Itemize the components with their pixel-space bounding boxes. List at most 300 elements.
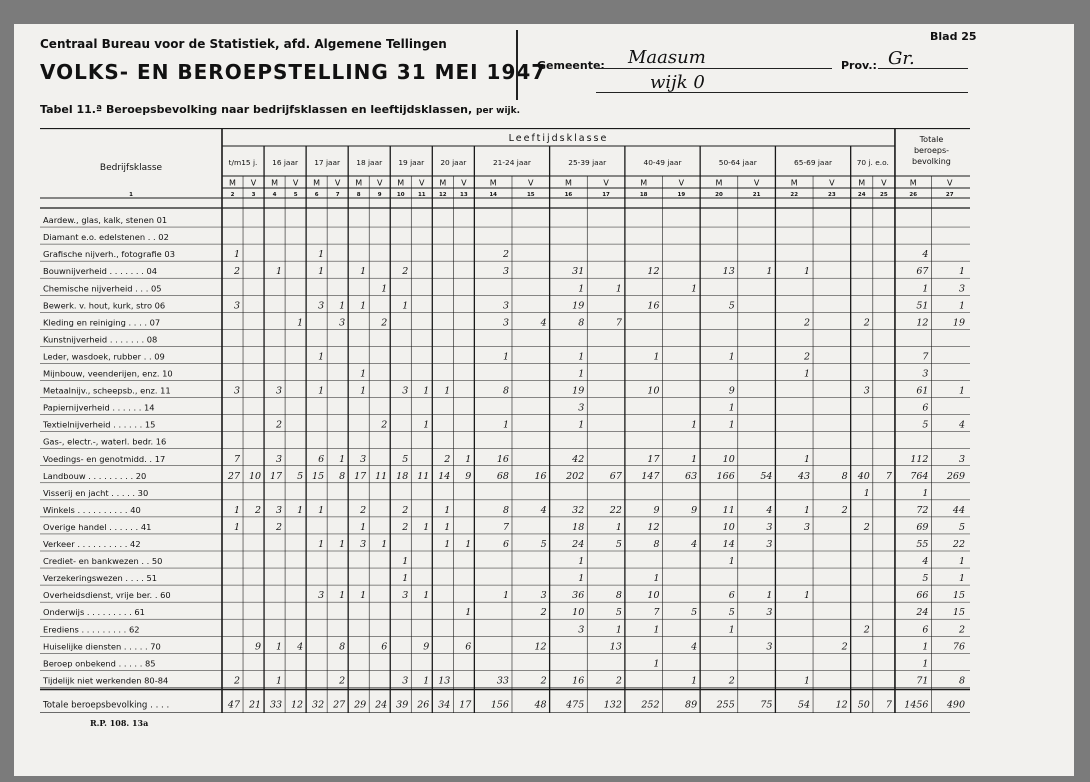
handwritten-value: 8 xyxy=(653,539,660,550)
total-value: 24 xyxy=(375,699,388,711)
handwritten-value: 72 xyxy=(916,504,929,516)
handwritten-value: 1 xyxy=(402,573,409,585)
handwritten-value: 269 xyxy=(946,470,965,482)
handwritten-value: 3 xyxy=(766,539,773,550)
handwritten-value: 3 xyxy=(502,317,509,329)
total-value: 475 xyxy=(566,699,585,711)
handwritten-value: 1 xyxy=(578,419,585,431)
handwritten-value: 1 xyxy=(360,521,367,533)
handwritten-value: 1 xyxy=(381,283,388,295)
sex-label: M xyxy=(564,178,572,188)
handwritten-value: 19 xyxy=(952,317,965,329)
handwritten-value: 1 xyxy=(922,658,929,670)
industry-column-heading: Bedrijfsklasse xyxy=(99,163,163,173)
handwritten-value: 166 xyxy=(716,470,735,482)
column-number: 2 xyxy=(230,192,235,198)
handwritten-value: 112 xyxy=(910,453,929,465)
handwritten-value: 3 xyxy=(766,521,773,533)
column-number: 21 xyxy=(752,192,761,198)
handwritten-value: 9 xyxy=(653,504,660,516)
handwritten-value: 3 xyxy=(766,641,773,653)
handwritten-value: 17 xyxy=(354,470,367,482)
handwritten-value: 1 xyxy=(276,641,283,653)
handwritten-value: 6 xyxy=(502,539,509,550)
handwritten-value: 61 xyxy=(916,385,929,397)
total-value: 7 xyxy=(885,699,892,711)
column-number: 14 xyxy=(489,192,498,198)
industry-row-label: Aardew., glas, kalk, stenen 01 xyxy=(43,215,168,226)
handwritten-value: 22 xyxy=(609,504,622,516)
handwritten-value: 2 xyxy=(402,521,409,533)
handwritten-value: 764 xyxy=(910,470,929,482)
prov-label: Prov.: xyxy=(841,59,877,72)
sex-label: V xyxy=(528,178,534,188)
industry-row-label: Bewerk. v. hout, kurk, stro 06 xyxy=(43,300,166,311)
handwritten-value: 5 xyxy=(922,573,929,585)
handwritten-value: 1 xyxy=(360,300,367,312)
column-number: 15 xyxy=(526,192,535,198)
sex-label: V xyxy=(829,178,835,188)
handwritten-value: 14 xyxy=(438,470,451,482)
total-value: 75 xyxy=(760,699,773,711)
handwritten-value: 3 xyxy=(233,385,241,397)
handwritten-value: 5 xyxy=(615,539,622,550)
handwritten-value: 12 xyxy=(647,266,660,278)
handwritten-value: 3 xyxy=(360,539,367,550)
handwritten-value: 1 xyxy=(922,641,929,653)
statistics-table xyxy=(40,128,970,713)
column-number: 6 xyxy=(314,192,319,198)
sex-label: V xyxy=(419,178,425,188)
industry-row-label: Huiselijke diensten . . . . . 70 xyxy=(43,641,161,652)
industry-row-label: Grafische nijverh., fotografie 03 xyxy=(43,249,175,260)
handwritten-value: 1 xyxy=(233,521,241,533)
sex-label: M xyxy=(489,178,497,188)
handwritten-value: 10 xyxy=(647,590,660,602)
handwritten-value: 2 xyxy=(444,453,451,465)
handwritten-value: 1 xyxy=(360,590,367,602)
handwritten-value: 1 xyxy=(423,521,430,533)
handwritten-value: 4 xyxy=(922,249,929,261)
handwritten-value: 1 xyxy=(423,385,430,397)
handwritten-value: 3 xyxy=(318,590,325,602)
total-value: 39 xyxy=(396,699,409,711)
industry-row-label: Overige handel . . . . . . 41 xyxy=(43,521,152,532)
handwritten-value: 3 xyxy=(402,590,409,602)
prov-value: Gr. xyxy=(888,48,915,69)
handwritten-value: 1 xyxy=(578,573,585,585)
age-group-label: 19 jaar xyxy=(398,158,425,167)
sex-label: M xyxy=(229,178,236,188)
total-value: 252 xyxy=(641,699,660,711)
industry-row-label: Tijdelijk niet werkenden 80-84 xyxy=(43,675,169,686)
handwritten-value: 2 xyxy=(233,675,241,687)
handwritten-value: 9 xyxy=(728,385,735,397)
industry-row-label: Visserij en jacht . . . . . 30 xyxy=(43,487,149,498)
handwritten-value: 1 xyxy=(728,419,735,431)
handwritten-value: 1 xyxy=(444,385,451,397)
total-value: 490 xyxy=(946,699,965,711)
total-value: 47 xyxy=(227,699,241,711)
handwritten-value: 2 xyxy=(540,675,547,687)
handwritten-value: 2 xyxy=(276,521,283,533)
industry-row-label: Leder, wasdoek, rubber . . 09 xyxy=(43,351,165,362)
column-number: 18 xyxy=(639,192,648,198)
handwritten-value: 1 xyxy=(444,521,451,533)
prov-line xyxy=(878,68,968,69)
handwritten-value: 1 xyxy=(297,317,304,329)
column-number: 12 xyxy=(438,192,447,198)
handwritten-value: 4 xyxy=(691,539,698,550)
handwritten-value: 6 xyxy=(381,641,388,653)
total-value: 89 xyxy=(685,699,698,711)
handwritten-value: 19 xyxy=(572,300,585,312)
handwritten-value: 10 xyxy=(572,607,585,619)
total-value: 54 xyxy=(797,699,811,711)
handwritten-value: 1 xyxy=(766,590,773,602)
handwritten-value: 1 xyxy=(318,249,325,261)
gemeente-label: Gemeente: xyxy=(537,59,605,72)
handwritten-value: 9 xyxy=(423,641,430,653)
table-caption-main: Tabel 11.ª Beroepsbevolking naar bedrijfsklassen en leeftijdsklassen, xyxy=(40,103,473,116)
handwritten-value: 1 xyxy=(728,624,735,636)
handwritten-value: 12 xyxy=(647,521,660,533)
industry-row-label: Textielnijverheid . . . . . . 15 xyxy=(43,419,156,430)
totals-heading-line: Totale xyxy=(919,135,944,144)
sheet-number: Blad 25 xyxy=(930,30,977,43)
handwritten-value: 1 xyxy=(766,266,773,278)
handwritten-value: 5 xyxy=(402,453,409,465)
form-code: R.P. 108. 13a xyxy=(90,718,149,728)
handwritten-value: 3 xyxy=(502,300,509,312)
total-value: 29 xyxy=(354,699,367,711)
column-number: 17 xyxy=(602,192,610,198)
column-number: 9 xyxy=(377,192,382,198)
age-group-label: 16 jaar xyxy=(272,158,299,167)
handwritten-value: 1 xyxy=(423,675,430,687)
handwritten-value: 1 xyxy=(922,487,929,499)
handwritten-value: 2 xyxy=(863,521,870,533)
column-number: 26 xyxy=(909,192,918,198)
handwritten-value: 2 xyxy=(360,504,367,516)
handwritten-value: 31 xyxy=(572,266,585,278)
handwritten-value: 1 xyxy=(653,658,660,670)
handwritten-value: 1 xyxy=(803,266,811,278)
handwritten-value: 3 xyxy=(233,300,241,312)
handwritten-value: 147 xyxy=(641,470,660,482)
handwritten-value: 1 xyxy=(318,539,325,550)
handwritten-value: 1 xyxy=(276,266,283,278)
handwritten-value: 1 xyxy=(615,624,622,636)
handwritten-value: 68 xyxy=(496,470,509,482)
industry-row-label: Crediet- en bankwezen . . 50 xyxy=(43,556,163,567)
age-class-heading: Leeftijdsklasse xyxy=(508,133,609,144)
handwritten-value: 2 xyxy=(540,607,547,619)
handwritten-value: 2 xyxy=(255,504,262,516)
total-value: 27 xyxy=(333,699,346,711)
handwritten-value: 1 xyxy=(803,453,811,465)
column-number: 27 xyxy=(945,192,954,198)
handwritten-value: 1 xyxy=(653,624,660,636)
handwritten-value: 76 xyxy=(952,641,965,653)
handwritten-value: 8 xyxy=(841,470,848,482)
handwritten-value: 8 xyxy=(339,641,346,653)
industry-row-label: Kunstnijverheid . . . . . . . 08 xyxy=(43,334,158,345)
handwritten-value: 6 xyxy=(728,590,735,602)
handwritten-value: 1 xyxy=(360,368,367,380)
handwritten-value: 15 xyxy=(952,607,965,619)
industry-row-label: Diamant e.o. edelstenen . . 02 xyxy=(43,232,169,243)
handwritten-value: 3 xyxy=(958,453,965,465)
handwritten-value: 71 xyxy=(916,675,929,687)
column-number: 24 xyxy=(857,192,866,198)
handwritten-value: 1 xyxy=(297,504,304,516)
sex-label: M xyxy=(271,178,279,188)
bureau-heading: Centraal Bureau voor de Statistiek, afd. Algemene Tellingen xyxy=(40,37,447,51)
handwritten-value: 2 xyxy=(841,641,848,653)
handwritten-value: 51 xyxy=(916,300,929,312)
handwritten-value: 63 xyxy=(685,470,698,482)
sex-label: V xyxy=(376,178,383,188)
handwritten-value: 1 xyxy=(691,283,698,295)
handwritten-value: 22 xyxy=(952,539,965,550)
handwritten-value: 1 xyxy=(691,453,698,465)
handwritten-value: 1 xyxy=(360,385,367,397)
handwritten-value: 9 xyxy=(465,470,472,482)
handwritten-value: 12 xyxy=(534,641,547,653)
handwritten-value: 1 xyxy=(653,573,660,585)
industry-row-label: Erediens . . . . . . . . . 62 xyxy=(43,624,140,635)
handwritten-value: 1 xyxy=(691,675,698,687)
handwritten-value: 1 xyxy=(381,539,388,550)
total-value: 26 xyxy=(417,699,430,711)
handwritten-value: 2 xyxy=(381,419,388,431)
industry-row-label: Mijnbouw, veenderijen, enz. 10 xyxy=(43,368,173,379)
column-number: 7 xyxy=(335,192,340,198)
handwritten-value: 3 xyxy=(922,368,929,380)
handwritten-value: 5 xyxy=(728,607,735,619)
handwritten-value: 3 xyxy=(276,385,283,397)
column-number: 1 xyxy=(129,192,133,198)
industry-row-label: Verzekeringswezen . . . . 51 xyxy=(43,573,158,584)
handwritten-value: 32 xyxy=(572,504,585,516)
handwritten-value: 4 xyxy=(766,504,773,516)
handwritten-value: 67 xyxy=(609,470,622,482)
column-number: 16 xyxy=(564,192,573,198)
handwritten-value: 6 xyxy=(318,453,325,465)
industry-row-label: Onderwijs . . . . . . . . . 61 xyxy=(43,607,145,618)
handwritten-value: 1 xyxy=(615,521,622,533)
handwritten-value: 1 xyxy=(803,590,811,602)
handwritten-value: 8 xyxy=(339,470,346,482)
handwritten-value: 3 xyxy=(339,317,346,329)
age-group-label: 65-69 jaar xyxy=(794,158,833,167)
handwritten-value: 1 xyxy=(958,266,965,278)
handwritten-value: 69 xyxy=(916,521,929,533)
total-value: 132 xyxy=(603,699,622,711)
handwritten-value: 3 xyxy=(803,521,811,533)
handwritten-value: 2 xyxy=(502,249,509,261)
table-caption-suffix: per wijk. xyxy=(476,106,521,116)
handwritten-value: 2 xyxy=(276,419,283,431)
handwritten-value: 1 xyxy=(339,590,346,602)
handwritten-value: 3 xyxy=(276,453,283,465)
sex-label: V xyxy=(603,178,609,188)
handwritten-value: 24 xyxy=(572,539,585,550)
handwritten-value: 1 xyxy=(803,368,811,380)
total-row-label: Totale beroepsbevolking . . . . xyxy=(43,700,170,711)
handwritten-value: 1 xyxy=(465,539,472,550)
handwritten-value: 36 xyxy=(572,590,585,602)
handwritten-value: 1 xyxy=(276,675,283,687)
handwritten-value: 3 xyxy=(360,453,367,465)
handwritten-value: 10 xyxy=(722,453,735,465)
handwritten-value: 7 xyxy=(922,351,929,363)
table-caption xyxy=(40,103,520,116)
handwritten-value: 1 xyxy=(578,351,585,363)
handwritten-value: 6 xyxy=(465,641,472,653)
sex-label: M xyxy=(439,178,447,188)
handwritten-value: 2 xyxy=(339,675,346,687)
handwritten-value: 3 xyxy=(276,504,283,516)
handwritten-value: 11 xyxy=(375,470,388,482)
sex-label: M xyxy=(909,178,917,188)
handwritten-value: 14 xyxy=(722,539,735,550)
handwritten-value: 8 xyxy=(502,385,509,397)
header-divider xyxy=(516,30,518,100)
handwritten-value: 1 xyxy=(615,283,622,295)
handwritten-value: 16 xyxy=(647,300,660,312)
handwritten-value: 3 xyxy=(402,385,409,397)
handwritten-value: 11 xyxy=(417,470,430,482)
handwritten-value: 17 xyxy=(269,470,283,482)
total-value: 21 xyxy=(248,699,262,711)
gemeente-line xyxy=(596,68,832,69)
handwritten-value: 1 xyxy=(444,504,451,516)
handwritten-value: 13 xyxy=(609,641,622,653)
sex-label: V xyxy=(881,178,887,188)
handwritten-value: 6 xyxy=(922,624,929,636)
total-value: 17 xyxy=(459,699,472,711)
handwritten-value: 7 xyxy=(502,521,509,533)
handwritten-value: 8 xyxy=(615,590,622,602)
sex-label: M xyxy=(790,178,798,188)
handwritten-value: 1 xyxy=(728,556,735,568)
age-group-label: 25-39 jaar xyxy=(568,158,607,167)
handwritten-value: 66 xyxy=(916,590,929,602)
handwritten-value: 9 xyxy=(691,504,698,516)
age-group-label: 18 jaar xyxy=(356,158,383,167)
handwritten-value: 10 xyxy=(248,470,262,482)
age-group-label: 70 j. e.o. xyxy=(856,158,889,167)
handwritten-value: 19 xyxy=(572,385,585,397)
handwritten-value: 1 xyxy=(339,453,346,465)
handwritten-value: 18 xyxy=(572,521,585,533)
handwritten-value: 10 xyxy=(722,521,735,533)
handwritten-value: 44 xyxy=(952,504,965,516)
handwritten-value: 11 xyxy=(722,504,735,516)
column-number: 10 xyxy=(396,192,405,198)
industry-row-label: Kleding en reiniging . . . . 07 xyxy=(43,317,161,328)
column-number: 8 xyxy=(356,192,361,198)
handwritten-value: 1 xyxy=(803,504,811,516)
total-value: 48 xyxy=(534,699,547,711)
handwritten-value: 5 xyxy=(691,607,698,619)
sex-label: M xyxy=(355,178,363,188)
handwritten-value: 2 xyxy=(402,266,409,278)
industry-row-label: Winkels . . . . . . . . . . 40 xyxy=(43,504,141,515)
handwritten-value: 33 xyxy=(496,675,509,687)
handwritten-value: 3 xyxy=(863,385,870,397)
handwritten-value: 3 xyxy=(578,402,585,414)
handwritten-value: 1 xyxy=(465,453,472,465)
handwritten-value: 1 xyxy=(958,300,965,312)
handwritten-value: 10 xyxy=(647,385,660,397)
handwritten-value: 1 xyxy=(502,590,509,602)
sex-label: M xyxy=(397,178,405,188)
handwritten-value: 2 xyxy=(615,675,622,687)
handwritten-value: 27 xyxy=(227,470,241,482)
handwritten-value: 1 xyxy=(318,504,325,516)
handwritten-value: 1 xyxy=(339,539,346,550)
column-number: 4 xyxy=(272,192,277,198)
handwritten-value: 1 xyxy=(653,351,660,363)
handwritten-value: 3 xyxy=(502,266,509,278)
column-number: 20 xyxy=(715,192,723,198)
handwritten-value: 4 xyxy=(540,504,547,516)
column-number: 13 xyxy=(460,192,468,198)
handwritten-value: 7 xyxy=(885,470,892,482)
handwritten-value: 4 xyxy=(540,317,547,329)
handwritten-value: 5 xyxy=(958,521,965,533)
handwritten-value: 8 xyxy=(502,504,509,516)
age-group-label: 50-64 jaar xyxy=(718,158,757,167)
handwritten-value: 1 xyxy=(958,556,965,568)
column-number: 23 xyxy=(828,192,836,198)
handwritten-value: 4 xyxy=(922,556,929,568)
age-group-label: t/m15 j. xyxy=(228,158,258,167)
total-value: 12 xyxy=(835,699,848,711)
handwritten-value: 67 xyxy=(916,266,929,278)
handwritten-value: 3 xyxy=(540,590,547,602)
handwritten-value: 2 xyxy=(863,317,870,329)
age-group-label: 40-49 jaar xyxy=(643,158,682,167)
handwritten-value: 1 xyxy=(318,351,325,363)
total-value: 12 xyxy=(291,699,304,711)
totals-heading-line: bevolking xyxy=(912,157,951,166)
industry-row-label: Papiernijverheid . . . . . . 14 xyxy=(43,402,155,413)
handwritten-value: 3 xyxy=(766,607,773,619)
column-number: 22 xyxy=(790,192,799,198)
handwritten-value: 5 xyxy=(297,470,304,482)
handwritten-value: 16 xyxy=(534,470,547,482)
handwritten-value: 1 xyxy=(318,385,325,397)
industry-row-label: Bouwnijverheid . . . . . . . 04 xyxy=(43,266,158,277)
handwritten-value: 1 xyxy=(423,590,430,602)
handwritten-value: 24 xyxy=(916,607,929,619)
sex-label: M xyxy=(715,178,723,188)
handwritten-value: 2 xyxy=(728,675,735,687)
industry-row-label: Gas-, electr.-, waterl. bedr. 16 xyxy=(43,436,167,447)
handwritten-value: 16 xyxy=(572,675,585,687)
wijk-value: wijk 0 xyxy=(650,72,705,93)
handwritten-value: 7 xyxy=(615,317,622,329)
handwritten-value: 3 xyxy=(402,675,409,687)
total-value: 1456 xyxy=(904,699,929,711)
industry-row-label: Landbouw . . . . . . . . . 20 xyxy=(43,470,147,481)
handwritten-value: 1 xyxy=(578,556,585,568)
handwritten-value: 18 xyxy=(396,470,409,482)
